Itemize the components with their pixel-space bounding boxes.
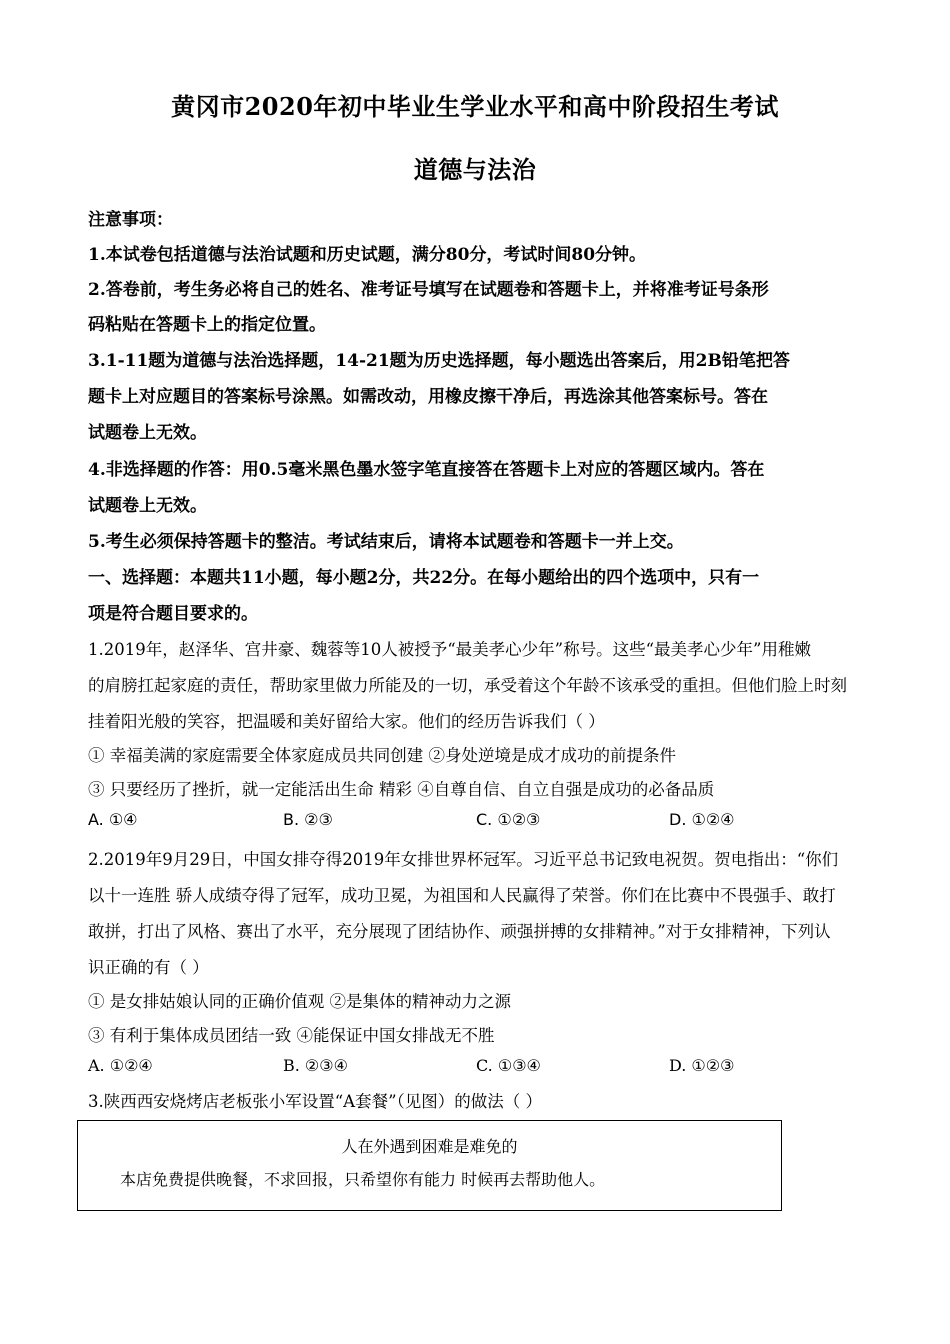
notice-line: 试题卷上无效。 xyxy=(88,423,207,443)
question-2-option-b: B. ②③④ xyxy=(283,1056,348,1075)
notice-line: 1.本试卷包括道德与法治试题和历史试题，满分80分，考试时间80分钟。 xyxy=(88,245,647,265)
question-1-statement: ① 幸福美满的家庭需要全体家庭成员共同创建 ②身处逆境是成才成功的前提条件 xyxy=(88,746,676,765)
question-2-text: 识正确的有（ ） xyxy=(88,958,209,977)
question-2-text: 以十一连胜 骄人成绩夺得了冠军，成功卫冕，为祖国和人民赢得了荣誉。你们在比赛中不畏强手、敢打 xyxy=(88,886,836,905)
question-2-text: 敢拼，打出了风格、赛出了水平，充分展现了团结协作、顽强拼搏的女排精神。”对于女排精神，下列认 xyxy=(88,922,831,941)
figure-line-1: 人在外遇到困难是难免的 xyxy=(341,1137,518,1156)
question-2-option-a: A. ①②④ xyxy=(88,1056,153,1075)
notice-line: 3.1-11题为道德与法治选择题，14-21题为历史选择题，每小题选出答案后，用2B铅笔把答 xyxy=(88,351,790,371)
subject-title: 道德与法治 xyxy=(413,155,537,184)
question-1-option-d: D. ①②④ xyxy=(669,810,735,829)
figure-line-2: 本店免费提供晚餐，不求回报，只希望你有能力 时候再去帮助他人。 xyxy=(120,1170,606,1189)
notice-line: 题卡上对应题目的答案标号涂黑。如需改动，用橡皮擦干净后，再选涂其他答案标号。答在 xyxy=(88,387,768,407)
notice-line: 码粘贴在答题卡上的指定位置。 xyxy=(88,315,326,335)
notice-line: 2.答卷前，考生务必将自己的姓名、准考证号填写在试题卷和答题卡上，并将准考证号条形 xyxy=(88,280,769,300)
notice-line: 5.考生必须保持答题卡的整洁。考试结束后，请将本试题卷和答题卡一并上交。 xyxy=(88,532,684,552)
question-1-option-c: C. ①②③ xyxy=(476,810,541,829)
section-heading: 项是符合题目要求的。 xyxy=(88,604,258,624)
question-1-text: 1.2019年，赵泽华、宫井豪、魏蓉等10人被授予“最美孝心少年”称号。这些“最美孝心少年”用稚嫩 xyxy=(88,640,811,659)
question-2-text: 2.2019年9月29日，中国女排夺得2019年女排世界杯冠军。习近平总书记致电祝贺。贺电指出：“你们 xyxy=(88,850,839,869)
question-2-option-d: D. ①②③ xyxy=(669,1056,735,1075)
section-heading: 一、选择题：本题共11小题，每小题2分，共22分。在每小题给出的四个选项中，只有一 xyxy=(88,568,760,588)
notice-heading: 注意事项： xyxy=(88,210,173,230)
question-1-text: 挂着阳光般的笑容，把温暖和美好留给大家。他们的经历告诉我们（ ） xyxy=(88,712,605,731)
question-2-option-c: C. ①③④ xyxy=(476,1056,541,1075)
question-1-option-a: A. ①④ xyxy=(88,810,138,829)
exam-title: 黄冈市2020年初中毕业生学业水平和高中阶段招生考试 xyxy=(171,92,779,121)
question-3-text: 3.陕西西安烧烤店老板张小军设置“A套餐”（见图）的做法（ ） xyxy=(88,1092,543,1111)
question-1-text: 的肩膀扛起家庭的责任，帮助家里做力所能及的一切，承受着这个年龄不该承受的重担。但他们脸上时刻 xyxy=(88,676,847,695)
question-1-option-b: B. ②③ xyxy=(283,810,333,829)
question-2-statement: ③ 有利于集体成员团结一致 ④能保证中国女排战无不胜 xyxy=(88,1026,495,1045)
notice-line: 试题卷上无效。 xyxy=(88,496,207,516)
question-1-statement: ③ 只要经历了挫折，就一定能活出生命 精彩 ④自尊自信、自立自强是成功的必备品质 xyxy=(88,780,715,799)
notice-line: 4.非选择题的作答：用0.5毫米黑色墨水签字笔直接答在答题卡上对应的答题区域内。答在 xyxy=(88,460,765,480)
question-3-figure-box xyxy=(77,1120,782,1211)
question-2-statement: ① 是女排姑娘认同的正确价值观 ②是集体的精神动力之源 xyxy=(88,992,511,1011)
